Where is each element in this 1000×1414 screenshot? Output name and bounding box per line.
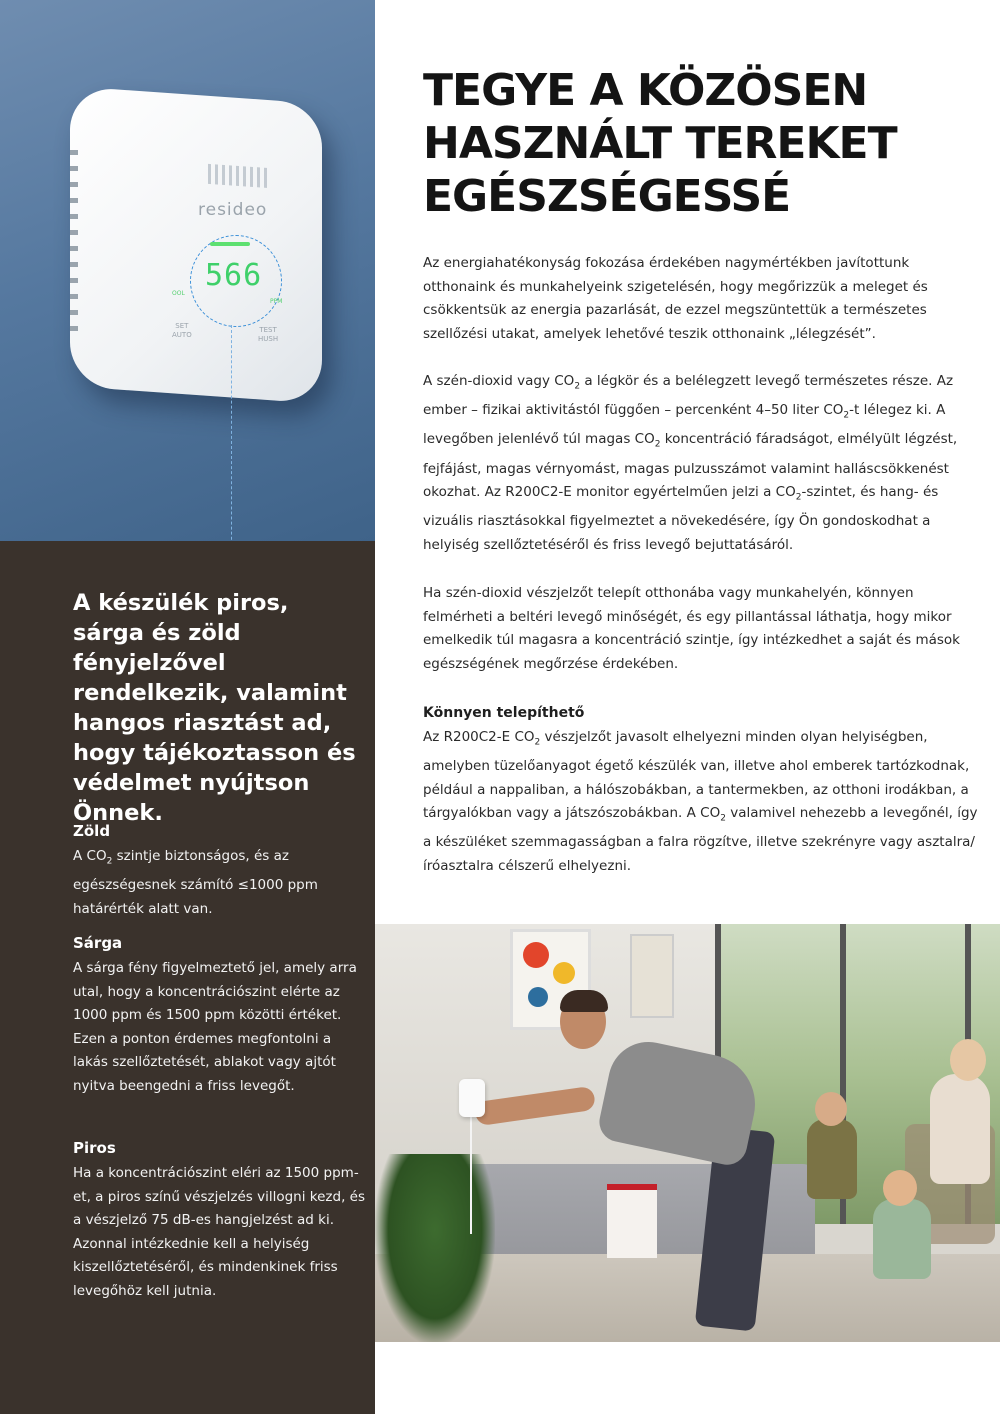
level-green-text: A $CO_2$ szintje biztonságos, és az egészségesnek számító ≤1000 ppm határérték alatt van. (73, 848, 318, 917)
device-vents (70, 150, 78, 340)
device-brand: resideo (198, 200, 268, 220)
device-cable (470, 1114, 472, 1234)
level-red-text: Ha a koncentrációszint eléri az 1500 ppm-et, a piros színű vészjelzés villogni kezd, és a vészjelző 75 dB-es hangjelzést ad ki. Azonnal intézkednie kell a helyiség kiszellőztetéséről, és mindenkinek friss levegőhöz kell jutnia. (73, 1165, 366, 1299)
intro-paragraph: Az energiahatékonyság fokozása érdekében nagymértékben javítottunk otthonaink és munkahelyeink szigetelésén, hogy megőrizzük a meleget és csökkentsük az energia pazarlását, de ezzel megszüntettük a természetes szellőzési utakat, amelyek lehetővé teszik otthonaink „lélegzését”. (423, 255, 928, 342)
set-auto-label: SET AUTO (172, 322, 192, 339)
connector-dashed-line (231, 325, 232, 575)
product-box (607, 1184, 657, 1258)
co2-info-paragraph: A szén-dioxid vagy $CO_2$ a légkör és a belélegzett levegő természetes része. Az ember – fizikai aktivitástól függően – percenként 4–50 liter $CO_2-t$ lélegez ki. A levegőben jelenlévő túl magas $CO_2$ koncentráció fáradságot, elmélyült légzést, fejfájást, magas vérnyomást, magas pulzusszámot valamint halláscsökkenést okozhat. Az R200C2-E monitor egyértelműen jelzi a $CO_2$-szintet, és hang- és vizuális riasztásokkal figyelmeztet a növekedésére, így Ön gondoskodhat a helyiség szellőztetéséről és friss levegő bejuttatásáról. (423, 373, 958, 553)
page-title: TEGYE A KÖZÖSEN HASZNÁLT TEREKET EGÉSZSÉGESSÉ (423, 65, 897, 222)
display-label-left: OOL (172, 290, 185, 297)
co2-monitor-device (70, 86, 322, 404)
test-hush-label: TEST HUSH (258, 326, 279, 343)
status-light-bar (210, 242, 250, 246)
person-head (883, 1170, 917, 1206)
person-child (807, 1119, 857, 1199)
speaker-grille (208, 164, 268, 188)
level-yellow (73, 933, 365, 1098)
level-green (73, 821, 365, 921)
installation-paragraph: Az R200C2-E $CO_2$ vészjelzőt javasolt elhelyezni minden olyan helyiségben, amelyben tüzelőanyagot égető készülék van, illetve ahol emberek tartózkodnak, például a nappaliban, a hálószobákban, a tantermekben, az otthoni irodákban, a tárgyalókban vagy a játszószobákban. A $CO_2$ valamivel nehezebb a levegőnél, így a készüléket szemmagasságban a falra rögzítve, illetve szekrényre vagy asztalra/íróasztalra célszerű elhelyezni. (423, 729, 978, 874)
level-red-title: Piros (73, 1139, 116, 1157)
display-label-right: PPM (270, 298, 283, 305)
callout-text: A készülék piros, sárga és zöld fényjelzővel rendelkezik, valamint hangos riasztást ad, hogy tájékoztasson és védelmet nyújtson Önnek. (73, 590, 356, 826)
wall-art (630, 934, 674, 1018)
level-green-title: Zöld (73, 822, 111, 840)
level-yellow-title: Sárga (73, 934, 123, 952)
person-child (873, 1199, 931, 1279)
benefit-paragraph: Ha szén-dioxid vészjelzőt telepít otthonába vagy munkahelyén, könnyen felmérheti a beltéri levegő minőségét, és egy pillantással láthatja, hogy mikor emelkedik túl magasra a koncentráció szintje, így intézkedhet a saját és mások egészségének megőrzése érdekében. (423, 585, 960, 672)
person-hair (560, 990, 608, 1012)
person-woman (930, 1074, 990, 1184)
wall-mounted-monitor (459, 1079, 485, 1117)
display-reading: 566 (205, 258, 263, 293)
houseplant (375, 1154, 495, 1342)
person-head (815, 1092, 847, 1126)
level-red (73, 1138, 365, 1303)
level-yellow-text: A sárga fény figyelmeztető jel, amely arra utal, hogy a koncentrációszint elérte az 1000 ppm és 1500 ppm közötti értéket. Ezen a ponton érdemes megfontolni a lakás szellőztetését, ablakot vagy ajtót nyitva beengedni a friss levegőt. (73, 960, 357, 1094)
living-room-photo (375, 924, 1000, 1342)
section-subheading: Könnyen telepíthető (423, 705, 585, 721)
person-head (950, 1039, 986, 1081)
device-photo (0, 0, 375, 541)
